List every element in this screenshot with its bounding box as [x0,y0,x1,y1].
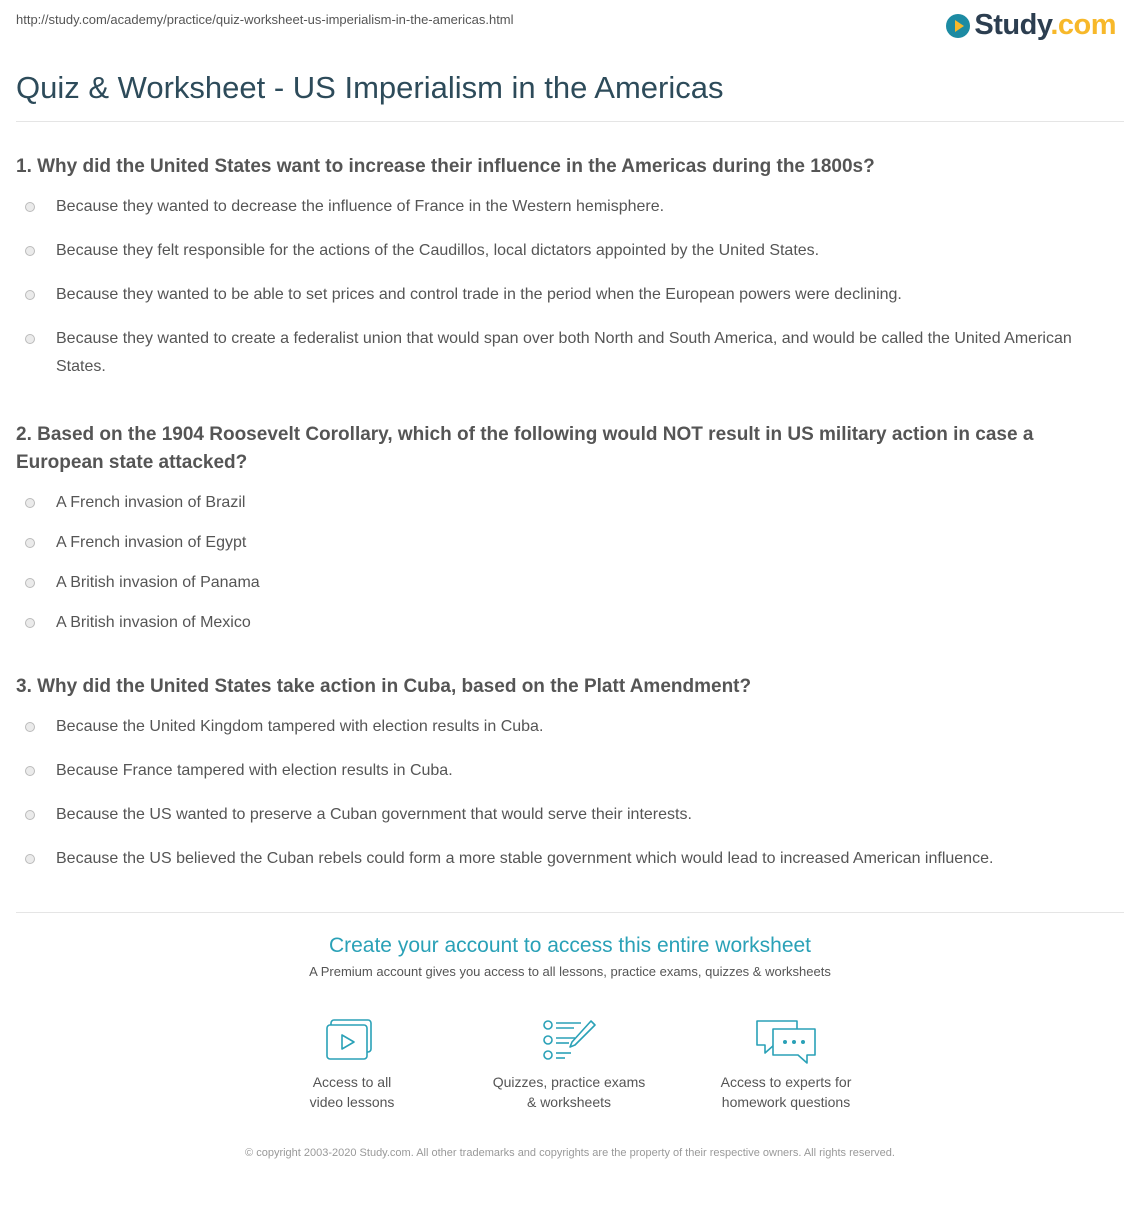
question-text: 1. Why did the United States want to increase their influence in the Americas during the 1800s? [16,156,875,177]
answer-text: Because the US believed the Cuban rebels could form a more stable government which would lead to increased American influence. [56,850,994,867]
page-title: Quiz & Worksheet - US Imperialism in the Americas [16,70,724,105]
answer-text: A British invasion of Panama [56,574,260,591]
radio-icon[interactable] [25,854,35,864]
copyright-footer: © copyright 2003-2020 Study.com. All other trademarks and copyrights are the property of their respective owners. All rights reserved. [245,1147,895,1159]
study-logo[interactable] [946,9,1116,42]
video-lessons-icon [324,1018,380,1062]
answer-text: Because they wanted to be able to set prices and control trade in the period when the European powers were declining. [56,286,902,303]
question-1 [16,153,1124,381]
radio-icon[interactable] [25,766,35,776]
feature-experts [701,1018,871,1112]
play-logo-icon [946,14,970,38]
radio-icon[interactable] [25,290,35,300]
answer-text: Because they wanted to decrease the influence of France in the Western hemisphere. [56,198,665,215]
answer-option[interactable] [16,529,1124,557]
radio-icon[interactable] [25,202,35,212]
answer-option[interactable] [16,801,1124,829]
radio-icon[interactable] [25,498,35,508]
radio-icon[interactable] [25,334,35,344]
cta-title-link[interactable]: Create your account to access this entire worksheet [328,934,812,957]
answer-list [16,713,1124,873]
signup-cta [0,934,1140,979]
answer-text: Because they felt responsible for the actions of the Caudillos, local dictators appointed by the United States. [56,242,820,259]
answer-option[interactable] [16,281,1124,309]
page-url: http://study.com/academy/practice/quiz-worksheet-us-imperialism-in-the-americas.html [16,12,514,27]
radio-icon[interactable] [25,578,35,588]
feature-label-line: Quizzes, practice exams [492,1074,646,1090]
answer-option[interactable] [16,757,1124,785]
radio-icon[interactable] [25,538,35,548]
radio-icon[interactable] [25,722,35,732]
question-text: 2. Based on the 1904 Roosevelt Corollary, which of the following would NOT result in US military action in case a European state attacked? [16,424,1034,473]
logo-text: Study.com [974,9,1116,41]
radio-icon[interactable] [25,810,35,820]
question-3 [16,673,1124,873]
quiz-checklist-icon [541,1018,597,1062]
answer-text: A British invasion of Mexico [56,614,251,631]
answer-text: A French invasion of Brazil [56,494,246,511]
feature-label-line: video lessons [309,1094,395,1110]
answer-option[interactable] [16,237,1124,265]
feature-label-line: homework questions [721,1094,851,1110]
feature-label-line: & worksheets [526,1094,612,1110]
answer-text: A French invasion of Egypt [56,534,247,551]
top-bar [16,9,1116,42]
section-divider [16,912,1124,913]
answer-text: Because France tampered with election results in Cuba. [56,762,453,779]
answer-option[interactable] [16,845,1124,873]
answer-text: Because the US wanted to preserve a Cuban government that would serve their interests. [56,806,692,823]
feature-label-line: Access to all [312,1074,392,1090]
question-2 [16,421,1124,637]
radio-icon[interactable] [25,618,35,628]
answer-text: Because the United Kingdom tampered with election results in Cuba. [56,718,544,735]
answer-list [16,193,1124,381]
answer-option[interactable] [16,489,1124,517]
answer-option[interactable] [16,713,1124,741]
cta-subtitle: A Premium account gives you access to all lessons, practice exams, quizzes & worksheets [309,964,831,979]
answer-list [16,489,1124,637]
title-divider [16,121,1124,122]
question-text: 3. Why did the United States take action in Cuba, based on the Platt Amendment? [16,676,752,697]
answer-text: Because they wanted to create a federalist union that would span over both North and South America, and would be called the United American States. [56,330,1072,375]
radio-icon[interactable] [25,246,35,256]
answer-option[interactable] [16,609,1124,637]
answer-option[interactable] [16,193,1124,221]
feature-video-lessons [267,1018,437,1112]
feature-quizzes [484,1018,654,1112]
feature-label-line: Access to experts for [720,1074,852,1090]
chat-bubbles-icon [754,1018,818,1066]
answer-option[interactable] [16,569,1124,597]
answer-option[interactable] [16,325,1124,381]
